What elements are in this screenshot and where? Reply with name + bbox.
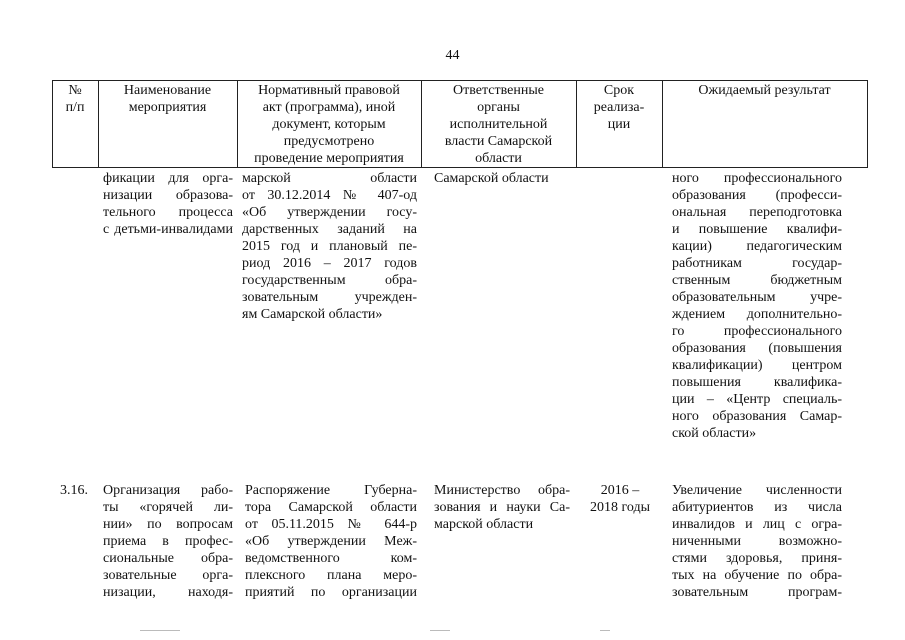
cont-name-line: с детьми-инвалидами bbox=[103, 222, 233, 237]
header-col-number-text: № п/п bbox=[65, 83, 85, 115]
cont-act-line: «Об утверждении госу- bbox=[242, 205, 417, 220]
row-316-act-cell bbox=[245, 482, 417, 601]
cont-name-line: низации образова- bbox=[103, 188, 233, 203]
cont-result-line: ного образования Самар- bbox=[672, 409, 842, 424]
cont-result-line: и повышение квалифи- bbox=[672, 222, 842, 237]
page-number: 44 bbox=[445, 48, 460, 63]
r316-name-line: Организация рабо- bbox=[103, 483, 233, 498]
cont-act-line: от 30.12.2014 № 407-од bbox=[242, 188, 417, 203]
cont-result-line: ственным бюджетным bbox=[672, 273, 842, 288]
cont-result-line: ждением дополнительно- bbox=[672, 307, 842, 322]
scan-noise bbox=[430, 630, 450, 631]
scan-noise bbox=[140, 630, 180, 631]
r316-result-line: стями здоровья, приня- bbox=[672, 551, 842, 566]
cont-result-line: квалификации) центром bbox=[672, 358, 842, 373]
r316-act-line: тора Самарской области bbox=[245, 500, 417, 515]
header-col-name bbox=[98, 82, 237, 116]
header-col-org bbox=[421, 82, 576, 167]
r316-result-line: Увеличение численности bbox=[672, 483, 842, 498]
r316-result-line: инвалидов и лиц с огра- bbox=[672, 517, 842, 532]
cont-result-line: образования (професси- bbox=[672, 188, 842, 203]
cont-act-line: государственным обра- bbox=[242, 273, 417, 288]
r316-org-line: марской области bbox=[434, 517, 534, 532]
table-top-border bbox=[52, 80, 868, 81]
cont-result-line: кации) педагогическим bbox=[672, 239, 842, 254]
header-col-number bbox=[52, 82, 98, 116]
r316-result-line: тых на обучение по обра- bbox=[672, 568, 842, 583]
r316-term-line: 2016 – bbox=[600, 483, 640, 498]
r316-act-line: ведомственного ком- bbox=[245, 551, 417, 566]
header-bottom-border bbox=[52, 167, 868, 168]
cont-act-cell bbox=[242, 170, 417, 323]
cont-act-line: 2015 год и плановый пе- bbox=[242, 239, 417, 254]
col-border-6 bbox=[867, 80, 868, 168]
cont-result-line: ции – «Центр специаль- bbox=[672, 392, 842, 407]
r316-name-line: сиональные обра- bbox=[103, 551, 233, 566]
cont-act-line: риод 2016 – 2017 годов bbox=[242, 256, 417, 271]
r316-name-line: ты «горячей ли- bbox=[103, 500, 233, 515]
r316-act-line: плексного плана меро- bbox=[245, 568, 417, 583]
scan-noise bbox=[600, 630, 610, 631]
cont-result-line: ного профессионального bbox=[672, 171, 842, 186]
header-col-name-text: Наименование мероприятия bbox=[123, 83, 212, 115]
cont-act-line: дарственных заданий на bbox=[242, 222, 417, 237]
header-col-act-text: Нормативный правовой акт (программа), иной документ, которым предусмотрено проведение мероприятия bbox=[254, 83, 404, 166]
cont-name-cell bbox=[103, 170, 233, 238]
cont-result-line: повышения квалифика- bbox=[672, 375, 842, 390]
cont-name-line: тельного процесса bbox=[103, 205, 233, 220]
cont-result-line: го профессионального bbox=[672, 324, 842, 339]
r316-name-line: зовательные орга- bbox=[103, 568, 233, 583]
r316-result-line: абитуриентов из числа bbox=[672, 500, 842, 515]
r316-result-line: ниченными возможно- bbox=[672, 534, 842, 549]
cont-result-line: ональная переподготовка bbox=[672, 205, 842, 220]
header-col-result-text: Ожидаемый результат bbox=[698, 83, 831, 98]
r316-result-line: зовательным програм- bbox=[672, 585, 842, 600]
r316-name-line: приема в профес- bbox=[103, 534, 233, 549]
row-316-name-cell bbox=[103, 482, 233, 601]
cont-act-line: ям Самарской области» bbox=[242, 307, 383, 322]
r316-term-line: 2018 годы bbox=[589, 500, 651, 515]
cont-result-cell bbox=[672, 170, 842, 442]
header-col-result bbox=[662, 82, 867, 99]
cont-result-line: образовательным учре- bbox=[672, 290, 842, 305]
cont-name-line: фикации для орга- bbox=[103, 171, 233, 186]
r316-act-line: Распоряжение Губерна- bbox=[245, 483, 417, 498]
r316-org-line: Министерство обра- bbox=[434, 483, 570, 498]
cont-act-line: зовательным учрежден- bbox=[242, 290, 417, 305]
row-316-term-cell bbox=[580, 482, 660, 516]
cont-org-line: Самарской области bbox=[434, 171, 549, 186]
r316-org-line: зования и науки Са- bbox=[434, 500, 570, 515]
header-col-org-text: Ответственные органы исполнительной власти Самарской области bbox=[444, 83, 553, 166]
row-316-org-cell bbox=[434, 482, 570, 533]
cont-act-line: марской области bbox=[242, 171, 417, 186]
row-316-result-cell bbox=[672, 482, 842, 601]
r316-act-line: приятий по организации bbox=[245, 585, 417, 600]
cont-org-cell bbox=[434, 170, 574, 187]
header-col-term bbox=[576, 82, 662, 133]
row-316-number: 3.16. bbox=[60, 483, 88, 498]
cont-result-line: ской области» bbox=[672, 426, 757, 441]
cont-result-line: работникам государ- bbox=[672, 256, 842, 271]
r316-act-line: от 05.11.2015 № 644-р bbox=[245, 517, 417, 532]
header-col-act bbox=[237, 82, 421, 167]
r316-act-line: «Об утверждении Меж- bbox=[245, 534, 417, 549]
r316-name-line: нии» по вопросам bbox=[103, 517, 233, 532]
r316-name-line: низации, находя- bbox=[103, 585, 233, 600]
cont-result-line: образования (повышения bbox=[672, 341, 842, 356]
header-col-term-text: Срок реализа- ции bbox=[593, 83, 645, 132]
